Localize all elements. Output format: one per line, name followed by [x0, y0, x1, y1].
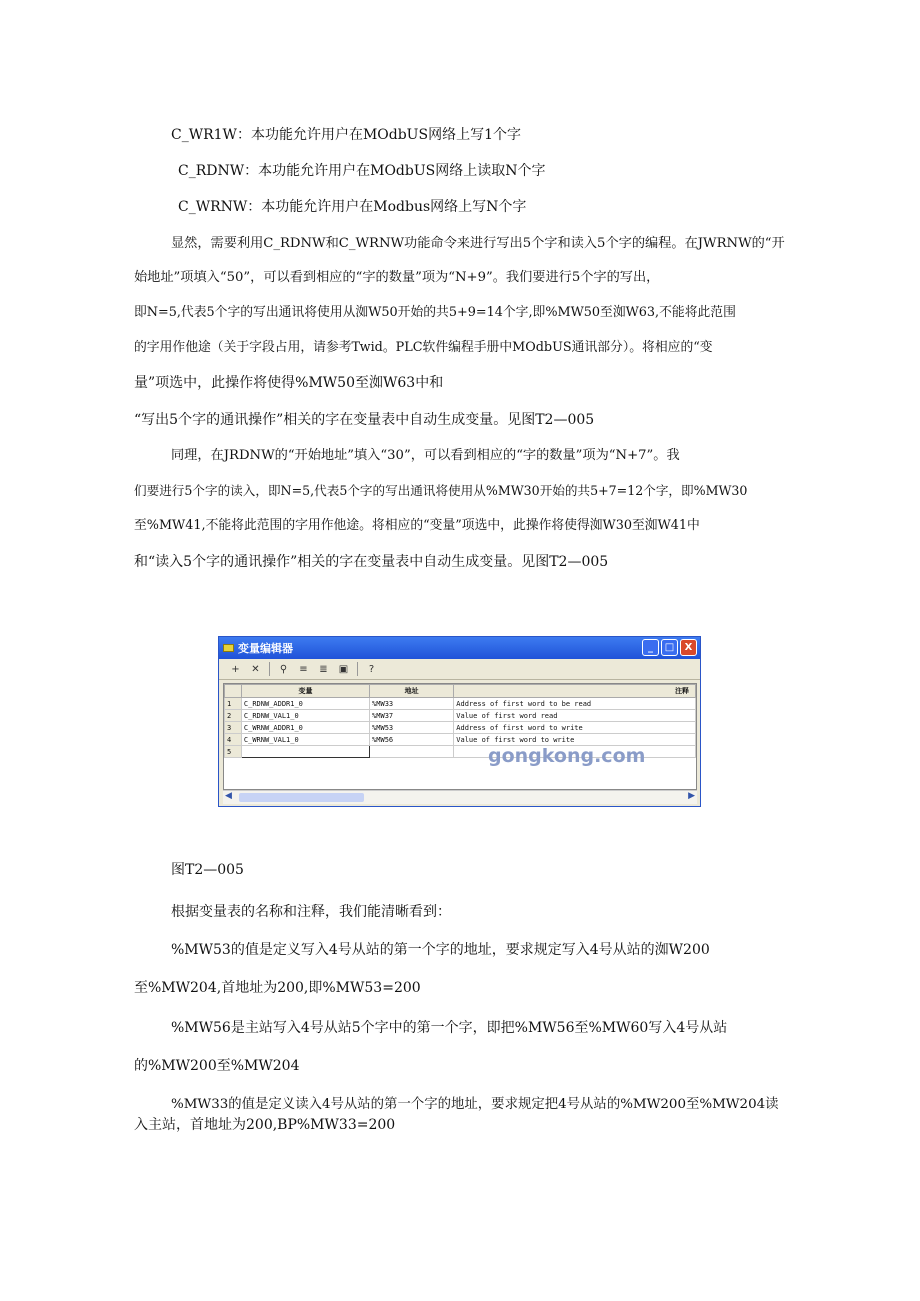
sort-ascending-icon[interactable]: ≡	[299, 663, 308, 675]
variable-cell[interactable]	[241, 746, 369, 758]
variable-cell[interactable]: C_WRNW_ADDR1_0	[241, 722, 369, 734]
paragraph: %MW56是主站写入4号从站5个字中的第一个字，即把%MW56至%MW60写入4号从站	[171, 1020, 728, 1036]
table-row[interactable]	[225, 698, 696, 710]
paragraph: C_RDNW：本功能允许用户在MOdbUS网络上读取N个字	[178, 163, 546, 179]
find-icon[interactable]: ⚲	[279, 663, 288, 675]
figure-caption: 图T2—005	[171, 862, 244, 878]
address-cell[interactable]: %MW33	[370, 698, 454, 710]
horizontal-scrollbar[interactable]	[223, 790, 697, 804]
row-number: 1	[225, 698, 242, 710]
scroll-left-icon[interactable]: ◀	[225, 791, 232, 801]
comment-cell[interactable]: Address of first word to write	[454, 722, 696, 734]
variable-cell[interactable]: C_RDNW_VAL1_0	[241, 710, 369, 722]
variable-table	[223, 683, 697, 790]
row-number-header	[225, 685, 242, 698]
paragraph: 根据变量表的名称和注释，我们能清晰看到：	[171, 904, 451, 920]
paragraph: 始地址”项填入“50”，可以看到相应的“字的数量”项为“N+9”。我们要进行5个字的写出，	[134, 270, 660, 285]
address-cell[interactable]: %MW53	[370, 722, 454, 734]
properties-icon[interactable]: ▣	[338, 663, 349, 675]
column-header-variable[interactable]: 变量	[241, 685, 369, 698]
address-cell[interactable]: %MW56	[370, 734, 454, 746]
toolbar	[219, 659, 700, 680]
address-cell[interactable]	[370, 746, 454, 758]
paragraph: C_WR1W：本功能允许用户在MOdbUS网络上写1个字	[171, 127, 521, 143]
paragraph: 显然，需要利用C_RDNW和C_WRNW功能命令来进行写出5个字和读入5个字的编程。在JWRNW的“开	[171, 236, 785, 251]
minimize-button[interactable]: _	[642, 639, 659, 656]
paragraph: 同理，在JRDNW的“开始地址”填入“30”，可以看到相应的“字的数量”项为“N+7”。我	[171, 448, 680, 463]
paragraph: 至%MW204,首地址为200,即%MW53=200	[134, 980, 421, 996]
paragraph: 量”项选中，此操作将使得%MW50至洳W63中和	[134, 375, 444, 391]
table-row[interactable]	[225, 710, 696, 722]
row-number: 3	[225, 722, 242, 734]
sort-descending-icon[interactable]: ≣	[319, 663, 328, 675]
close-button[interactable]: X	[680, 639, 697, 656]
variable-editor-window	[218, 636, 701, 807]
paragraph: 们要进行5个字的读入，即N=5,代表5个字的写出通讯将使用从%MW30开始的共5+7=12个字，即%MW30	[134, 483, 748, 498]
column-header-address[interactable]: 地址	[370, 685, 454, 698]
comment-cell[interactable]: Address of first word to be read	[454, 698, 696, 710]
table-row[interactable]	[225, 722, 696, 734]
toolbar-separator	[269, 662, 270, 676]
comment-cell[interactable]: Value of first word to write	[454, 734, 696, 746]
toolbar-separator	[357, 662, 358, 676]
paragraph: 至%MW41,不能将此范围的字用作他途。将相应的“变量”项选中，此操作将使得洳W30至洳W41中	[134, 518, 700, 533]
variable-cell[interactable]: C_WRNW_VAL1_0	[241, 734, 369, 746]
row-number: 5	[225, 746, 242, 758]
paragraph: %MW53的值是定义写入4号从站的第一个字的地址，要求规定写入4号从站的洳W200	[171, 942, 710, 958]
table-row[interactable]	[225, 734, 696, 746]
window-title: 变量编辑器	[238, 642, 293, 655]
paragraph: 的%MW200至%MW204	[134, 1058, 300, 1074]
help-icon[interactable]: ?	[368, 663, 375, 675]
comment-cell[interactable]: Value of first word read	[454, 710, 696, 722]
scrollbar-thumb[interactable]	[239, 793, 364, 802]
paragraph: 的字用作他途（关于字段占用，请参考Twid。PLC软件编程手册中MOdbUS通讯部分）。将相应的“变	[134, 340, 713, 355]
table-header-row	[225, 685, 696, 698]
paragraph: “写出5个字的通讯操作”相关的字在变量表中自动生成变量。见图T2—005	[134, 412, 595, 428]
delete-row-icon[interactable]: ✕	[251, 663, 260, 675]
row-number: 2	[225, 710, 242, 722]
window-app-icon	[223, 644, 234, 652]
scroll-right-icon[interactable]: ▶	[688, 791, 695, 801]
add-row-icon[interactable]: +	[231, 663, 240, 675]
column-header-comment[interactable]: 注释	[454, 685, 696, 698]
address-cell[interactable]: %MW37	[370, 710, 454, 722]
paragraph: 入主站，首地址为200,BP%MW33=200	[134, 1117, 396, 1133]
variable-cell[interactable]: C_RDNW_ADDR1_0	[241, 698, 369, 710]
paragraph: C_WRNW：本功能允许用户在Modbus网络上写N个字	[178, 199, 527, 215]
window-titlebar[interactable]	[219, 637, 700, 659]
paragraph: 即N=5,代表5个字的写出通讯将使用从洳W50开始的共5+9=14个字,即%MW50至洳W63,不能将此范围	[134, 305, 736, 320]
row-number: 4	[225, 734, 242, 746]
maximize-button[interactable]: □	[661, 639, 678, 656]
watermark: gongkong.com	[488, 745, 646, 767]
paragraph: %MW33的值是定义读入4号从站的第一个字的地址，要求规定把4号从站的%MW200至%MW204读	[171, 1097, 779, 1112]
paragraph: 和“读入5个字的通讯操作”相关的字在变量表中自动生成变量。见图T2—005	[134, 554, 609, 570]
